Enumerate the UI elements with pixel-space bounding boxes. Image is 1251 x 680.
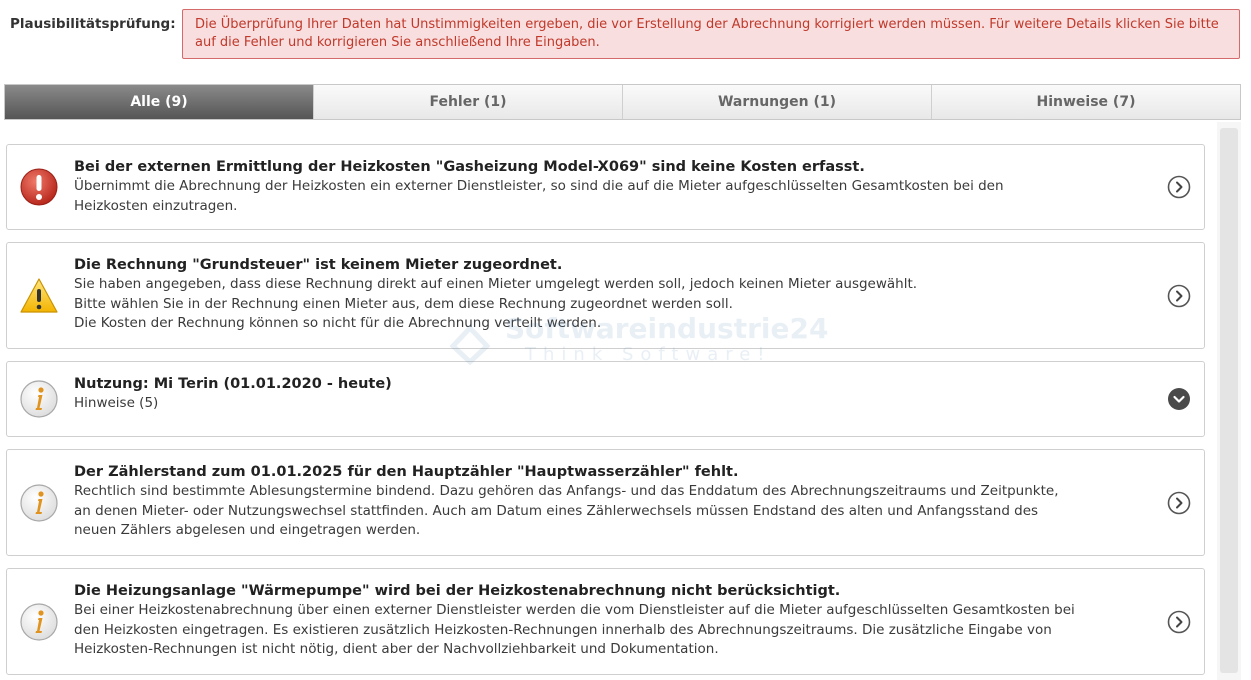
- message-text: neuen Zählers abgelesen und eingetragen werden.: [74, 522, 421, 538]
- chevron-right-icon[interactable]: [1167, 491, 1191, 515]
- tab-hints[interactable]: Hinweise (7): [931, 85, 1240, 119]
- plausibility-header: [0, 0, 1251, 70]
- chevron-right-icon[interactable]: [1167, 175, 1191, 199]
- message-item-error[interactable]: [6, 144, 1205, 230]
- filter-tabs: [4, 84, 1241, 120]
- message-text: Die Kosten der Rechnung können so nicht für die Abrechnung verteilt werden.: [74, 315, 602, 331]
- chevron-down-icon[interactable]: [1167, 387, 1191, 411]
- plausibility-label: Plausibilitätsprüfung:: [10, 16, 176, 32]
- message-group-usage[interactable]: [6, 361, 1205, 437]
- chevron-right-icon[interactable]: [1167, 610, 1191, 634]
- message-text: den Heizkosten eingetragen. Es existieren zusätzlich Heizkosten-Rechnungen innerhalb des Abrechnungszeitraums. Die zusätzliche Eingabe von: [74, 621, 1052, 638]
- tab-errors[interactable]: Fehler (1): [313, 85, 622, 119]
- message-text: Bitte wählen Sie in der Rechnung einen Mieter aus, dem diese Rechnung zugeordnet werden soll.: [74, 295, 733, 312]
- message-item-info[interactable]: [6, 568, 1205, 675]
- message-text: Hinweise (5): [74, 395, 159, 411]
- info-icon: [19, 379, 59, 419]
- watermark-subtext: Think Software!: [525, 344, 772, 365]
- message-title: Nutzung: Mi Terin (01.01.2020 - heute): [74, 376, 392, 392]
- message-list: [6, 144, 1205, 680]
- message-text: an denen Mieter- oder Nutzungswechsel stattfinden. Auch am Datum eines Zählerwechsels müssen Endstand des alten und Anfangsstand des: [74, 502, 1039, 519]
- message-text: Heizkosten-Rechnungen ist nicht nötig, dient aber der Nachvollziehbarkeit und Dokumentation.: [74, 641, 719, 657]
- message-text: Bei einer Heizkostenabrechnung über einen externer Dienstleister werden die vom Dienstleister auf die Mieter aufgeschlüsselten Gesamtkosten bei: [74, 602, 1075, 618]
- error-icon: [19, 167, 59, 207]
- info-icon: [19, 602, 59, 642]
- message-title: Die Heizungsanlage "Wärmepumpe" wird bei der Heizkostenabrechnung nicht berücksichtigt.: [74, 583, 841, 599]
- tab-warnings[interactable]: Warnungen (1): [622, 85, 931, 119]
- message-title: Bei der externen Ermittlung der Heizkosten "Gasheizung Model-X069" sind keine Kosten erfasst.: [74, 159, 865, 175]
- message-title: Die Rechnung "Grundsteuer" ist keinem Mieter zugeordnet.: [74, 257, 563, 273]
- message-text: Sie haben angegeben, dass diese Rechnung direkt auf einen Mieter umgelegt werden soll, jedoch keinen Mieter ausgewählt.: [74, 276, 918, 292]
- message-text: Rechtlich sind bestimmte Ablesungstermine bindend. Dazu gehören das Anfangs- und das Enddatum des Abrechnungszeitraums und Zeitpunkte,: [74, 483, 1059, 499]
- scrollbar-thumb[interactable]: [1220, 128, 1238, 673]
- message-item-info[interactable]: [6, 449, 1205, 556]
- warning-icon: [19, 276, 59, 316]
- chevron-right-icon[interactable]: [1167, 284, 1191, 308]
- message-title: Der Zählerstand zum 01.01.2025 für den Hauptzähler "Hauptwasserzähler" fehlt.: [74, 464, 739, 480]
- error-alert: Die Überprüfung Ihrer Daten hat Unstimmigkeiten ergeben, die vor Erstellung der Abrechnung korrigiert werden müssen. Für weitere Details klicken Sie bitte auf die Fehler und korrigieren Sie anschließend Ihre Eingaben.: [182, 9, 1240, 59]
- message-text: Heizkosten einzutragen.: [74, 197, 238, 214]
- message-text: Übernimmt die Abrechnung der Heizkosten ein externer Dienstleister, so sind die auf die Mieter aufgeschlüsselten Gesamtkosten bei den: [74, 178, 1004, 194]
- tab-all[interactable]: Alle (9): [5, 85, 313, 119]
- message-item-warning[interactable]: [6, 242, 1205, 349]
- info-icon: [19, 483, 59, 523]
